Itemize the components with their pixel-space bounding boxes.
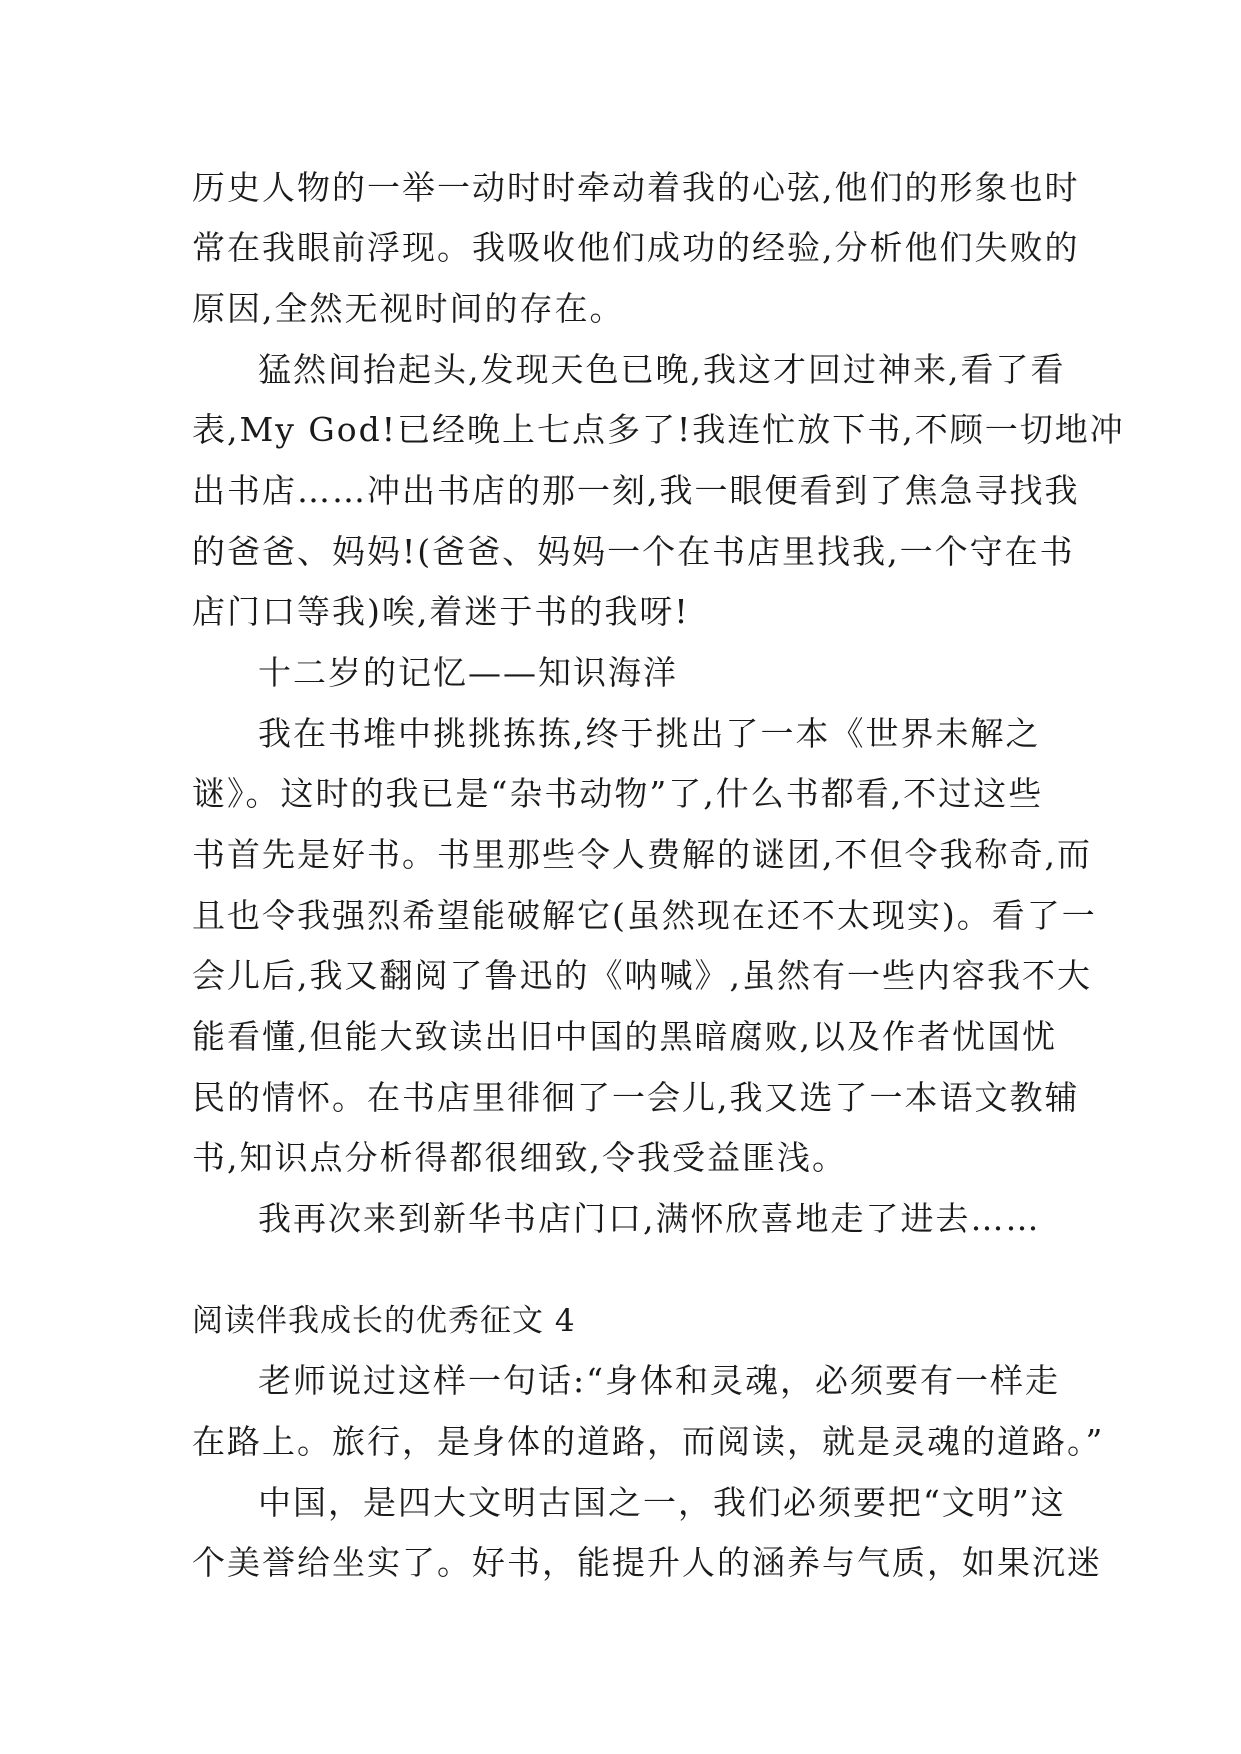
text-line: 出书店……冲出书店的那一刻,我一眼便看到了焦急寻找我 (192, 471, 1080, 510)
text-line: 猛然间抬起头,发现天色已晚,我这才回过神来,看了看 (258, 350, 1066, 389)
text-line: 能看懂,但能大致读出旧中国的黑暗腐败,以及作者忧国忧 (192, 1017, 1057, 1056)
text-line: 中国，是四大文明古国之一，我们必须要把“文明”这 (258, 1483, 1066, 1522)
text-line: 原因,全然无视时间的存在。 (192, 289, 625, 328)
section-subtitle: 十二岁的记忆——知识海洋 (258, 653, 678, 692)
text-line: 书首先是好书。书里那些令人费解的谜团,不但令我称奇,而 (192, 835, 1092, 874)
text-line: 我在书堆中挑挑拣拣,终于挑出了一本《世界未解之 (258, 714, 1041, 753)
text-line: 且也令我强烈希望能破解它(虽然现在还不太现实)。看了一 (192, 896, 1097, 935)
text-line: 常在我眼前浮现。我吸收他们成功的经验,分析他们失败的 (192, 228, 1080, 267)
text-line: 会儿后,我又翻阅了鲁迅的《呐喊》,虽然有一些内容我不大 (192, 956, 1092, 995)
text-line: 民的情怀。在书店里徘徊了一会儿,我又选了一本语文教辅 (192, 1078, 1080, 1117)
text-line: 个美誉给坐实了。好书，能提升人的涵养与气质，如果沉迷 (192, 1543, 1102, 1582)
text-line: 书,知识点分析得都很细致,令我受益匪浅。 (192, 1138, 847, 1177)
text-line: 的爸爸、妈妈!(爸爸、妈妈一个在书店里找我,一个守在书 (192, 532, 1075, 571)
essay-title: 阅读伴我成长的优秀征文 4 (192, 1303, 576, 1339)
text-line: 谜》。这时的我已是“杂书动物”了,什么书都看,不过这些 (192, 774, 1044, 813)
text-line: 表,My God!已经晚上七点多了!我连忙放下书,不顾一切地冲 (192, 410, 1125, 449)
text-line: 在路上。旅行，是身体的道路，而阅读，就是灵魂的道路。” (192, 1422, 1105, 1461)
text-line: 店门口等我)唉,着迷于书的我呀! (192, 592, 690, 631)
text-line: 历史人物的一举一动时时牵动着我的心弦,他们的形象也时 (192, 168, 1080, 207)
text-line: 老师说过这样一句话:“身体和灵魂，必须要有一样走 (258, 1361, 1060, 1400)
text-line: 我再次来到新华书店门口,满怀欣喜地走了进去…… (258, 1199, 1041, 1238)
